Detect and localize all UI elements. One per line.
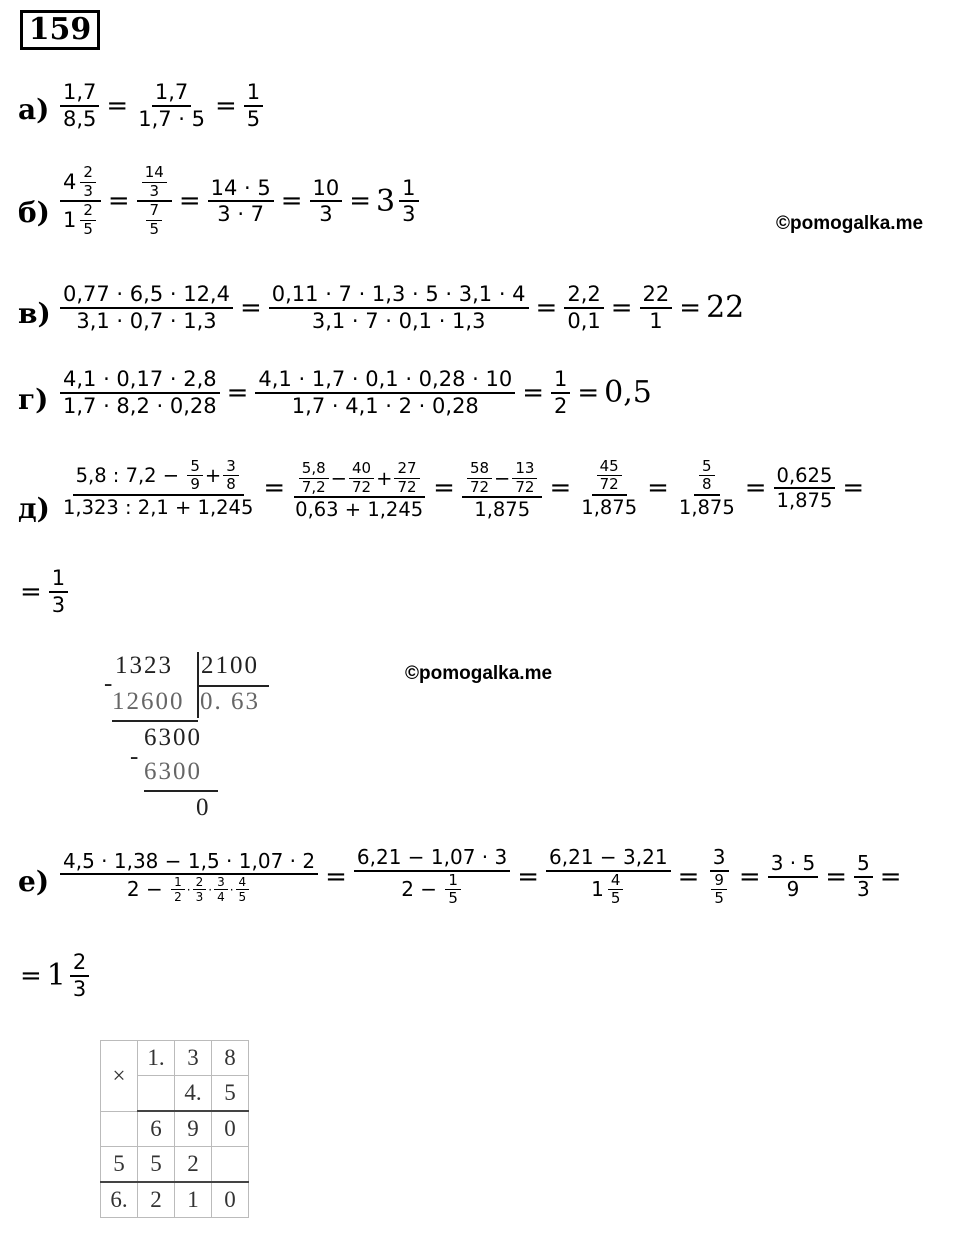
equals-sign: = [226,377,249,408]
numerator: 2 [70,950,89,977]
equals-sign: = [517,861,540,892]
underline [144,790,218,792]
minus-sign: − [494,466,511,490]
denominator: 5 [448,889,458,908]
expr-d [58,455,869,521]
fraction [214,875,228,904]
equals-sign: = [738,861,761,892]
whole: 3 [376,183,396,219]
numerator: 2 [193,875,207,890]
numerator: 13 [512,460,537,479]
equals-sign: = [239,292,262,323]
grid-cell: 6. [101,1182,138,1218]
denominator: 72 [515,477,535,496]
numerator: 10 [310,176,343,203]
division-bar-horizontal [197,685,269,687]
numerator: 1 [171,875,185,890]
grid-cell: 5 [101,1147,138,1183]
denominator: 4 [217,890,225,905]
equals-sign: = [610,292,633,323]
numerator: 1 [399,176,418,203]
denominator: 3 [83,181,93,200]
label-g: г) [18,383,49,416]
multiply-dot: · [229,882,234,897]
grid-row [101,1041,249,1076]
subtrahend: 12600 [112,688,185,715]
fraction [269,282,529,334]
grid-cell [138,1076,175,1112]
numerator: 1 [445,872,461,891]
fraction [640,282,673,334]
numerator: 1,7 [60,80,99,107]
equals-sign: = [842,473,865,504]
denominator [124,875,254,904]
fraction [676,458,738,519]
denominator: 72 [397,477,417,496]
fraction [60,80,99,132]
expr-e-result [20,950,91,1002]
fraction [135,80,208,132]
label-b: б) [18,196,50,229]
denominator: 2 [553,393,568,418]
label-e: е) [18,865,50,898]
denominator [60,202,101,238]
fraction [292,455,426,521]
denominator: 5 [610,889,621,908]
denominator: 8,5 [63,106,97,131]
label-d: д) [18,492,50,525]
numerator: 45 [597,458,622,477]
equals-sign: = [280,186,303,217]
numerator: 14 · 5 [208,176,274,203]
equals-sign: = [825,861,848,892]
denominator: 1,875 [776,489,833,513]
quotient: 0. 63 [200,688,260,715]
multiply-dot: · [186,882,191,897]
numerator: 22 [640,282,673,309]
watermark: ©pomogalka.me [776,213,924,234]
fraction [171,875,185,904]
grid-cell: 0 [212,1182,249,1218]
divisor: 2100 [201,652,259,679]
denominator: 5 [714,889,724,908]
numerator: 1,7 [152,80,191,107]
whole: 1 [591,876,604,901]
grid-row [101,1147,249,1183]
denominator: 8 [702,475,712,494]
denominator: 1,7 · 8,2 · 0,28 [63,393,217,418]
numerator: 2 [80,202,96,221]
fraction [193,875,207,904]
denominator: 9 [786,876,800,901]
equals-sign: = [263,473,286,504]
numerator: 3 [214,875,228,890]
grid-cell: 1 [175,1182,212,1218]
minus-sign: - [130,743,141,770]
numerator: 4,5 · 1,38 − 1,5 · 1,07 · 2 [60,850,318,876]
equals-sign: = [107,186,130,217]
fraction [564,282,603,334]
fraction [236,875,250,904]
grid-cell: 3 [175,1041,212,1076]
denominator: 3,1 · 0,7 · 1,3 [76,308,217,333]
numerator: 0,11 · 7 · 1,3 · 5 · 3,1 · 4 [269,282,529,309]
fraction [774,464,836,512]
fraction [255,367,515,419]
fraction [354,846,510,908]
fraction [60,164,101,239]
fraction [244,80,263,132]
numerator: 4,1 · 1,7 · 0,1 · 0,28 · 10 [255,367,515,394]
denominator: 1,7 · 5 [138,106,205,131]
fraction [208,176,274,228]
underline [112,720,198,722]
denominator: 3 [402,202,416,227]
equals-sign: = [106,90,129,121]
numerator: 3 [710,846,729,872]
numerator: 0,625 [774,464,836,489]
denominator: 2 [174,890,182,905]
numerator [137,164,172,202]
grid-row [101,1182,249,1218]
numerator [60,164,101,202]
numerator: 2,2 [564,282,603,309]
whole: 1 [46,958,66,994]
numerator: 4 [236,875,250,890]
grid-cell [101,1111,138,1147]
denominator: 3,1 · 7 · 0,1 · 1,3 [311,308,486,333]
numerator: 5,8 [299,460,329,479]
fraction [854,852,873,901]
denominator: 72 [352,477,372,496]
numerator: 9 [711,872,727,891]
denominator: 1,7 · 4,1 · 2 · 0,28 [291,393,479,418]
numerator: 40 [349,460,374,479]
whole: 4 [63,169,77,194]
equals-sign: = [879,861,902,892]
denominator: 5 [238,890,247,905]
grid-cell: 6 [138,1111,175,1147]
equals-sign: = [325,861,347,892]
denominator: 9 [190,475,200,494]
grid-cell: 1. [138,1041,175,1076]
fraction [578,458,640,519]
denominator: 3 [149,181,160,200]
denominator: 3 [195,890,204,905]
subtrahend: 6300 [144,758,202,785]
numerator: 4,1 · 0,17 · 2,8 [60,367,220,394]
denominator: 72 [469,477,490,496]
numerator: 2 [80,164,96,183]
denominator: 0,63 + 1,245 [295,498,424,522]
equals-sign: = [647,473,669,504]
numerator: 14 [142,164,167,183]
denominator: 8 [226,475,236,494]
grid-cell: 2 [138,1182,175,1218]
numerator: 1 [49,566,68,593]
denominator: 1,875 [581,495,638,519]
remainder: 6300 [144,724,202,751]
denominator [588,872,628,908]
expr-d-result [20,566,70,618]
equals-sign: = [20,576,42,607]
task-number: 159 [20,10,100,50]
numerator [294,455,425,498]
expr-v [58,282,744,334]
multiplication-grid [100,1040,249,1218]
fraction [60,850,318,905]
denominator: 5 [83,220,93,239]
equals-sign: = [178,186,201,217]
denominator: 3 [319,202,333,227]
numerator [694,458,720,496]
numerator: 7 [146,202,162,221]
fraction [768,852,819,901]
numerator: 5 [699,458,715,477]
result: 0,5 [604,375,652,411]
fraction [310,176,343,228]
expr-g [58,367,652,419]
numerator: 6,21 − 3,21 [546,846,671,872]
denominator: 5 [149,220,160,239]
denominator: 1,323 : 2,1 + 1,245 [63,495,254,519]
numerator [462,455,543,498]
minus-sign: - [104,670,115,697]
fraction [137,164,172,239]
denominator: 5 [246,106,261,131]
equals-sign: = [535,292,558,323]
equals-sign: = [577,377,600,408]
mixed-number [47,950,91,1002]
expr-b [58,164,421,239]
product [169,875,251,904]
equals-sign: = [549,473,572,504]
fraction [49,566,68,618]
numerator: 27 [394,460,419,479]
equals-sign: = [522,377,544,408]
grid-cell: 5 [138,1147,175,1183]
long-division [100,650,280,830]
equals-sign: = [679,292,702,323]
denominator: 3 [51,592,66,617]
multiply-dot: · [208,882,213,897]
numerator: 6,21 − 1,07 · 3 [354,846,510,872]
denominator: 0,1 [567,308,601,333]
denominator [398,872,466,908]
denominator: 7,2 [301,477,326,496]
numerator: 1 [551,367,570,394]
expr-a [58,80,265,132]
mixed-number [376,176,420,228]
numerator: 5 [187,458,203,477]
remainder: 0 [196,794,211,821]
denominator [141,202,167,238]
grid-cell: 8 [212,1041,249,1076]
equals-sign: = [215,90,237,121]
grid-cell: 4. [175,1076,212,1112]
denominator: 3 [857,876,870,901]
numerator: 5 [854,852,873,878]
fraction [546,846,671,908]
equals-sign: = [677,861,700,892]
grid-cell [212,1147,249,1183]
grid-cell: 9 [175,1111,212,1147]
denominator [706,872,732,908]
denominator: 1 [649,308,663,333]
result: 22 [706,290,745,326]
fraction [60,458,256,519]
minus-sign: − [330,466,347,490]
expr-e [58,846,907,908]
plus-sign: + [204,464,222,488]
fraction [462,455,543,521]
dividend: 1323 [115,652,173,679]
numerator: 58 [467,460,492,479]
numerator [73,458,244,496]
denominator: 1,875 [678,495,735,519]
grid-cell: 0 [212,1111,249,1147]
fraction [706,846,732,908]
denominator: 3 · 7 [217,202,265,227]
grid-row [101,1111,249,1147]
equals-sign: = [20,960,42,991]
numerator: 1 [244,80,263,107]
equals-sign: = [433,473,455,504]
numerator: 0,77 · 6,5 · 12,4 [60,282,233,309]
equals-sign: = [349,186,372,217]
numerator: 3 · 5 [768,852,819,878]
label-v: в) [18,297,51,330]
denominator: 72 [599,475,619,494]
watermark: ©pomogalka.me [405,663,553,684]
grid-cell: × [101,1041,138,1112]
numerator: 4 [608,872,624,891]
numerator [592,458,627,496]
grid-cell: 2 [175,1147,212,1183]
numerator: 3 [223,458,239,477]
text: 2 − [126,876,163,901]
fraction [60,367,220,419]
text: 5,8 : 7,2 − [75,464,180,488]
fraction [551,367,570,419]
label-a: а) [18,93,50,126]
fraction [60,282,233,334]
equals-sign: = [744,473,767,504]
denominator: 3 [72,976,87,1001]
denominator: 1,875 [474,498,531,522]
grid-cell: 5 [212,1076,249,1112]
plus-sign: + [376,466,393,490]
text: 2 − [401,876,438,901]
whole: 1 [63,208,77,233]
